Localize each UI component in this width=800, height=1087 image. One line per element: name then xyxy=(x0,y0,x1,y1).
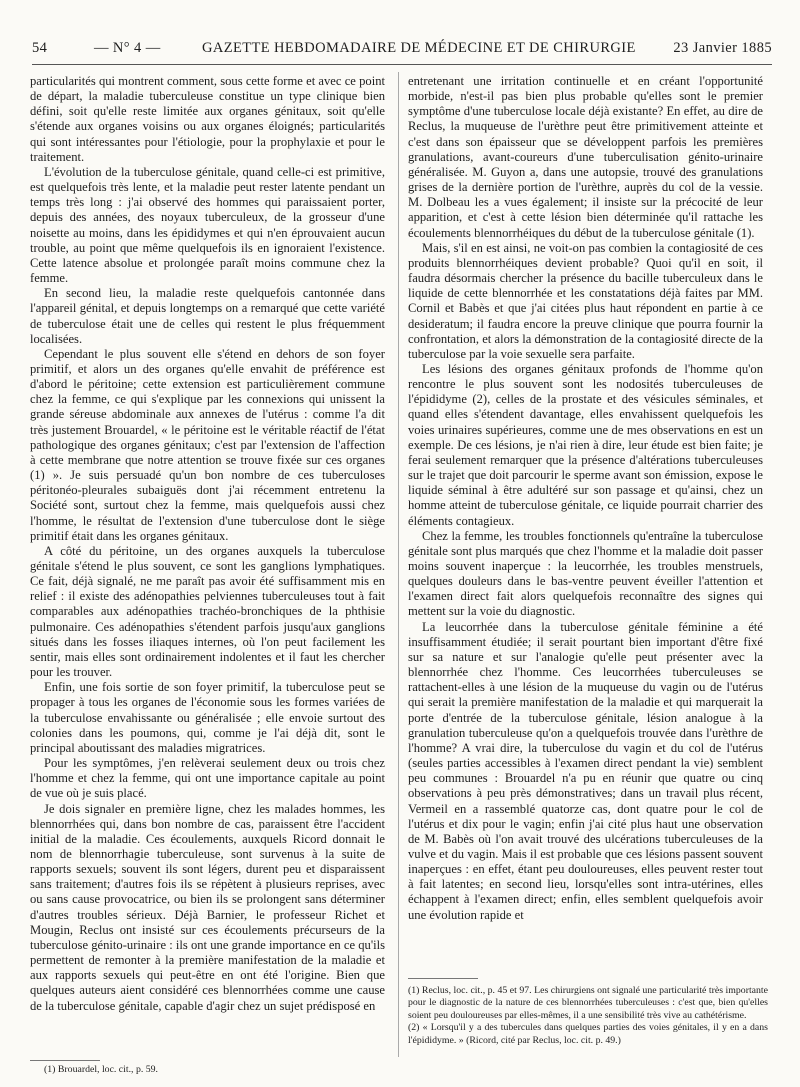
paragraph: En second lieu, la maladie reste quelquefois cantonnée dans l'appareil génital, et depuis longtemps on a remarqué que cette variété de tuberculose était une de celles qui restent le plus fréquemment localisées. xyxy=(30,286,385,346)
left-column xyxy=(30,74,385,1024)
running-header xyxy=(32,40,772,62)
paragraph: Chez la femme, les troubles fonctionnels qu'entraîne la tuberculose génitale sont plus marqués que chez l'homme et la maladie doit passer moins souvent inaperçue : la leucorrhée, les troubles menstruels, quelques douleurs dans le bas-ventre peuvent éveiller l'attention et l'examen direct fait alors quelquefois reconnaître des signes qui mettent sur la voie du diagnostic. xyxy=(408,528,763,619)
paragraph: L'évolution de la tuberculose génitale, quand celle-ci est primitive, est quelquefois très lente, et la maladie peut rester latente pendant un temps très long : j'ai observé des hommes qui paraissaient porter, depuis des années, des noyaux tuberculeux, de la grosseur d'une noisette au moins, dans les épididymes et qui n'en éprouvaient aucun trouble, au point que même quelquefois ils en ignoraient l'existence. Cette latence absolue et prolongée paraît moins commune chez la femme. xyxy=(30,164,385,286)
footnote: (1) Brouardel, loc. cit., p. 59. xyxy=(44,1064,158,1075)
paragraph: Enfin, une fois sortie de son foyer primitif, la tuberculose peut se propager à tous les organes de l'économie sous les formes variées de la tuberculose envahissante ou généralisée ; elle envoie surtout des colonies dans les poumons, qui, comme je l'ai déjà dit, sont le principal aboutissant des maladies migratrices. xyxy=(30,680,385,755)
right-column xyxy=(408,74,763,954)
paragraph: particularités qui montrent comment, sous cette forme et avec ce point de départ, la maladie tuberculeuse constitue un type clinique bien défini, soit qu'elle reste limitée aux organes génitaux, soit qu'elle s'étende aux organes voisins ou aux organes éloignés; particularités qui sont intéressantes pour l'étiologie, pour la prophylaxie et pour le traitement. xyxy=(30,74,385,164)
header-rule xyxy=(32,64,772,65)
footnote-rule xyxy=(30,1060,100,1061)
page-number: 54 xyxy=(32,40,48,56)
paragraph: Pour les symptômes, j'en relèverai seulement deux ou trois chez l'homme et chez la femme, qui ont une importance capitale au point de vue où je suis placé. xyxy=(30,756,385,801)
footnotes-left xyxy=(44,1064,384,1076)
journal-title: GAZETTE HEBDOMADAIRE DE MÉDECINE ET DE CHIRURGIE xyxy=(202,40,636,56)
paragraph: Cependant le plus souvent elle s'étend en dehors de son foyer primitif, et alors un des organes qu'elle envahit de préférence est d'abord le péritoine; cette extension est particulièrement commune chez la femme, ce qui s'explique par les connexions qui unissent la grande séreuse abdominale aux annexes de l'utérus : comme l'a dit très justement Brouardel, « le péritoine est le véritable réactif de l'état pathologique des organes génitaux; c'est par l'extension de l'affection à cette membrane que notre attention se trouve fixée sur ces organes (1) ». Je suis persuadé qu'un bon nombre de ces tuberculoses péritonéo-pleurales subaiguës dont j'ai récemment entretenu la Société sont, surtout chez la femme, mais quelquefois aussi chez l'homme, le résultat de l'extension d'une tuberculose dont le siège primitif était dans les organes génitaux. xyxy=(30,346,385,543)
paragraph: La leucorrhée dans la tuberculose génitale féminine a été insuffisamment étudiée; il serait pourtant bien important d'être fixé sur sa nature et sur l'analogie qu'elle peut présenter avec la blennorrhée chez l'homme. Ces leucorrhées tuberculeuses se rattachent-elles à une lésion de la muqueuse du vagin ou de l'utérus qui serait la première manifestation de la maladie et qui marquerait la porte d'entrée de la tuberculose génitale, lésion analogue à la granulation tuberculeuse qu'on a quelquefois trouvée dans l'urèthre de l'homme? A vrai dire, la tuberculose du vagin et du col de l'utérus (seules parties accessibles à l'examen direct pendant la vie) semblent peu communes : Brouardel n'a pu en réunir que quatre ou cinq observations à peu près démonstratives; dans un travail plus récent, Vermeil en a rassemblé quatorze cas, dont quatre pour le col de l'utérus et dix pour le vagin; enfin j'ai cité plus haut une observation de M. Babès où l'on avait trouvé des ulcérations tuberculeuses de la vulve et du vagin. Mais il est probable que ces lésions passent souvent inaperçues : en effet, étant peu douloureuses, elles peuvent rester tout à fait latentes; en second lieu, lorsqu'elles sont intra-utérines, elles échappent à l'examen direct; enfin, elles semblent quelquefois avoir une évolution rapide et xyxy=(408,619,763,922)
paragraph: entretenant une irritation continuelle et en créant l'opportunité morbide, n'est-il pas bien plus probable qu'elles sont le premier symptôme d'une tuberculose locale déjà existante? En effet, au dire de Reclus, la muqueuse de l'urèthre peut être primitivement atteinte et c'est dans son épaisseur que se développent parfois les premières granulations, avant-coureurs d'une tuberculisation génito-urinaire généralisée. M. Guyon a, dans une autopsie, trouvé des granulations grises de la dernière portion de l'urèthre, auprès du col de la vessie. M. Dolbeau les a vues également; il insiste sur la précocité de leur apparition, et c'est à cette lésion bien déterminée qu'il rattache les écoulements blennorrhéiques du début de la tuberculose génitale (1). xyxy=(408,74,763,240)
footnote: (2) « Lorsqu'il y a des tubercules dans quelques parties des voies génitales, il y en a dans l'épididyme. » (Ricord, cité par Reclus, loc. cit. p. 49.) xyxy=(408,1022,768,1046)
footnote: (1) Reclus, loc. cit., p. 45 et 97. Les chirurgiens ont signalé une particularité très importante pour le diagnostic de la nature de ces blennorrhées tuberculeuses : c'est que, bien qu'elles soient peu douloureuses par elles-mêmes, il a une sensibilité très vive au cathétérisme. xyxy=(408,985,768,1021)
paragraph: Mais, s'il en est ainsi, ne voit-on pas combien la contagiosité de ces produits blennorrhéiques devient probable? Quoi qu'il en soit, il faudra désormais chercher la présence du bacille tuberculeux dans le liquide de cette blennorrhée et les constatations déjà faites par MM. Cornil et Babès et que j'ai citées plus haut répondent en partie à ce desideratum; il faudra encore la preuve clinique que pourra fournir la confrontation, et alors la démonstration de la contagiosité directe de la tuberculose par la voie sexuelle sera parfaite. xyxy=(408,240,763,361)
paragraph: A côté du péritoine, un des organes auxquels la tuberculose génitale s'étend le plus souvent, ce sont les ganglions lymphatiques. Ce fait, déjà signalé, ne me paraît pas avoir été suffisamment mis en relief : il existe des adénopathies pelviennes tuberculeuses tout à fait comparables aux adénopathies trachéo-bronchiques de la phthisie pulmonaire. Ces adénopathies s'étendent parfois jusqu'aux ganglions situés dans les fosses iliaques internes, où l'on peut facilement les sentir, mais elles sont ordinairement indolentes et il faut les chercher pour les trouver. xyxy=(30,543,385,680)
issue-date: 23 Janvier 1885 xyxy=(673,40,772,56)
issue-number: — N° 4 — xyxy=(94,40,161,56)
footnotes-right xyxy=(408,985,768,1047)
paragraph: Les lésions des organes génitaux profonds de l'homme qu'on rencontre le plus souvent sont les nodosités tuberculeuses de l'épididyme (2), celles de la prostate et des vésicules séminales, et quand elles s'étendent davantage, elles envahissent quelquefois les voies urinaires supérieures, comme une de mes observations en est un exemple. De ces lésions, je n'ai rien à dire, leur étude est bien faite; je ferai seulement remarquer que la présence d'altérations tuberculeuses sur le trajet que doit parcourir le sperme avant son émission, expose le liquide séminal à être adultéré sur son passage et qu'ainsi, chez un homme atteint de tuberculose génitale, ce liquide pourrait charrier des éléments contagieux. xyxy=(408,361,763,528)
paragraph: Je dois signaler en première ligne, chez les malades hommes, les blennorrhées qui, dans bon nombre de cas, paraissent être l'accident initial de la maladie. Ces écoulements, auxquels Ricord donnait le nom de blennorrhagie tuberculeuse, sont survenus à la suite de rapports sexuels; souvent ils sont légers, durent peu et disparaissent sans traitement; d'autres fois ils se répètent à plusieurs reprises, avec ou sans cause provocatrice, ou bien ils se prolongent sans déterminer d'autres troubles sérieux. Déjà Barnier, le professeur Richet et Mougin, Reclus ont insisté sur ces écoulements précurseurs de la tuberculose génito-urinaire : ils ont une grande importance en ce qu'ils permettent de remonter à la première manifestation de la maladie et aux rapports sexuels qui peut-être en ont été l'origine. Bien que quelques auteurs aient considéré ces blennorrhées comme une cause de la tuberculose génitale, capable d'agir chez un sujet prédisposé en xyxy=(30,801,385,1013)
footnote-rule xyxy=(408,978,478,979)
column-divider xyxy=(398,72,399,1057)
